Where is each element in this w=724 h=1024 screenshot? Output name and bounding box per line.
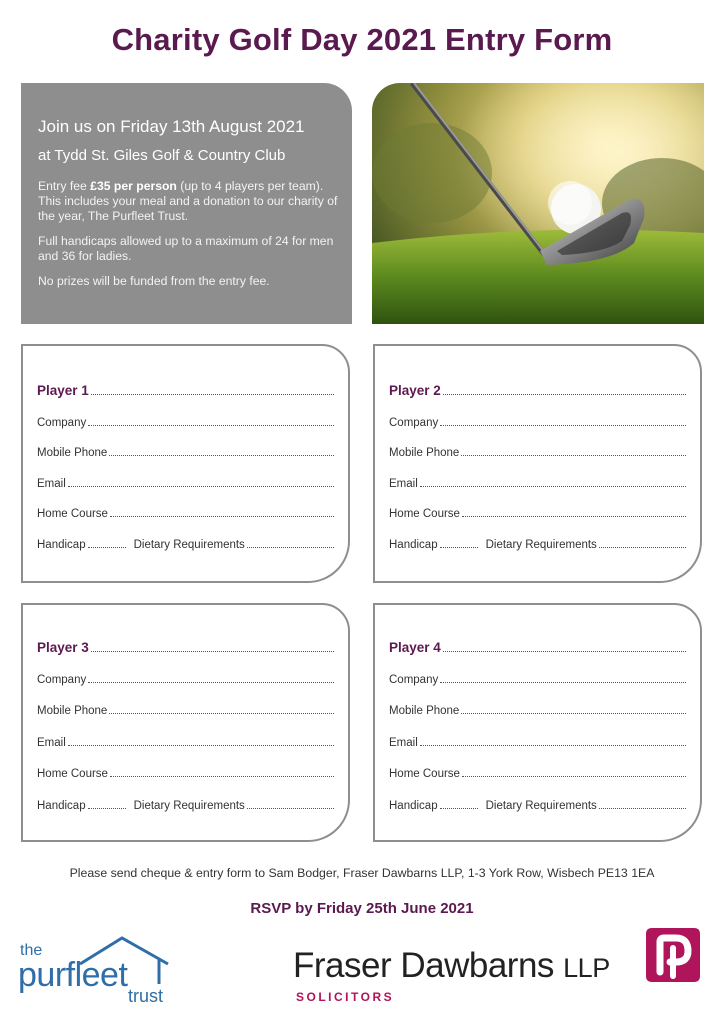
handicap-label: Handicap	[389, 800, 438, 812]
player-2-card	[373, 344, 702, 583]
home-course-row[interactable]	[37, 766, 334, 780]
company-row[interactable]	[389, 672, 686, 686]
dietary-line[interactable]	[599, 537, 686, 548]
home-course-row[interactable]	[37, 506, 334, 520]
prizes-info: No prizes will be funded from the entry fee.	[38, 274, 270, 288]
player-3-card	[21, 603, 350, 842]
mobile-line[interactable]	[461, 445, 686, 456]
email-label: Email	[37, 737, 66, 749]
mobile-row[interactable]	[389, 703, 686, 717]
home-course-line[interactable]	[110, 766, 334, 777]
home-course-label: Home Course	[389, 508, 460, 520]
fee-prefix: Entry fee	[38, 179, 91, 193]
dietary-label: Dietary Requirements	[133, 539, 245, 551]
postal-instructions: Please send cheque & entry form to Sam Bodger, Fraser Dawbarns LLP, 1-3 York Row, Wisbech PE13 1EA	[69, 866, 655, 880]
mobile-line[interactable]	[109, 703, 334, 714]
email-row[interactable]	[37, 735, 334, 749]
purfleet-trust-logo	[18, 934, 178, 1009]
handicap-line[interactable]	[88, 798, 126, 809]
company-label: Company	[37, 674, 87, 686]
event-info-panel	[21, 83, 352, 324]
entry-fee-text	[38, 179, 338, 224]
home-course-row[interactable]	[389, 506, 686, 520]
email-line[interactable]	[68, 476, 334, 487]
name-line[interactable]	[91, 384, 334, 395]
home-course-line[interactable]	[462, 506, 686, 517]
mobile-line[interactable]	[109, 445, 334, 456]
company-label: Company	[389, 417, 439, 429]
fee-amount: £35 per person	[90, 179, 177, 193]
company-line[interactable]	[440, 415, 686, 426]
trust-logo-name: purfleet	[18, 956, 128, 994]
firm-logo-subtitle: SOLICITORS	[296, 990, 395, 1004]
player-4-name-row[interactable]	[389, 640, 686, 655]
dietary-label: Dietary Requirements	[485, 539, 597, 551]
home-course-line[interactable]	[110, 506, 334, 517]
player-label: Player 3	[37, 640, 89, 655]
name-line[interactable]	[443, 641, 686, 652]
company-line[interactable]	[440, 672, 686, 683]
email-line[interactable]	[420, 735, 686, 746]
handicap-line[interactable]	[440, 798, 478, 809]
player-1-name-row[interactable]	[37, 383, 334, 398]
handicap-label: Handicap	[37, 539, 86, 551]
company-row[interactable]	[389, 415, 686, 429]
mobile-row[interactable]	[37, 445, 334, 459]
firm-logo-name	[293, 946, 610, 986]
dietary-line[interactable]	[599, 798, 686, 809]
mobile-label: Mobile Phone	[37, 705, 108, 717]
name-line[interactable]	[91, 641, 334, 652]
company-line[interactable]	[88, 672, 334, 683]
event-venue: at Tydd St. Giles Golf & Country Club	[38, 147, 286, 164]
company-row[interactable]	[37, 672, 334, 686]
email-line[interactable]	[420, 476, 686, 487]
event-date: Join us on Friday 13th August 2021	[38, 117, 305, 136]
dietary-label: Dietary Requirements	[133, 800, 245, 812]
home-course-label: Home Course	[389, 768, 460, 780]
handicap-row[interactable]	[389, 537, 686, 551]
mobile-label: Mobile Phone	[37, 447, 108, 459]
company-line[interactable]	[88, 415, 334, 426]
rsvp-deadline: RSVP by Friday 25th June 2021	[250, 900, 474, 917]
handicap-info: Full handicaps allowed up to a maximum of 24 for men and 36 for ladies.	[38, 234, 334, 263]
trust-logo-trust: trust	[128, 986, 164, 1006]
home-course-label: Home Course	[37, 768, 108, 780]
mobile-row[interactable]	[389, 445, 686, 459]
name-line[interactable]	[443, 384, 686, 395]
handicap-label: Handicap	[37, 800, 86, 812]
player-label: Player 4	[389, 640, 441, 655]
email-row[interactable]	[389, 735, 686, 749]
dietary-label: Dietary Requirements	[485, 800, 597, 812]
handicap-row[interactable]	[37, 798, 334, 812]
email-row[interactable]	[37, 476, 334, 490]
email-label: Email	[37, 478, 66, 490]
email-row[interactable]	[389, 476, 686, 490]
firm-name: Fraser Dawbarns	[293, 946, 554, 985]
home-course-line[interactable]	[462, 766, 686, 777]
mobile-row[interactable]	[37, 703, 334, 717]
player-1-card	[21, 344, 350, 583]
mobile-label: Mobile Phone	[389, 705, 460, 717]
golf-photo	[372, 83, 704, 324]
trust-logo-the: the	[20, 942, 43, 959]
fee-details: (up to 4 players per team). This includes your meal and a donation to our charity of the year, The Purfleet Trust.	[38, 179, 338, 223]
home-course-row[interactable]	[389, 766, 686, 780]
handicap-row[interactable]	[389, 798, 686, 812]
firm-llp: LLP	[563, 953, 610, 983]
page-title: Charity Golf Day 2021 Entry Form	[111, 22, 613, 57]
player-label: Player 1	[37, 383, 89, 398]
email-line[interactable]	[68, 735, 334, 746]
handicap-row[interactable]	[37, 537, 334, 551]
firm-monogram-icon	[642, 924, 704, 986]
player-label: Player 2	[389, 383, 441, 398]
company-row[interactable]	[37, 415, 334, 429]
handicap-line[interactable]	[440, 537, 478, 548]
company-label: Company	[37, 417, 87, 429]
player-4-card	[373, 603, 702, 842]
player-3-name-row[interactable]	[37, 640, 334, 655]
email-label: Email	[389, 478, 418, 490]
dietary-line[interactable]	[247, 537, 334, 548]
home-course-label: Home Course	[37, 508, 108, 520]
player-2-name-row[interactable]	[389, 383, 686, 398]
mobile-label: Mobile Phone	[389, 447, 460, 459]
company-label: Company	[389, 674, 439, 686]
email-label: Email	[389, 737, 418, 749]
mobile-line[interactable]	[461, 703, 686, 714]
dietary-line[interactable]	[247, 798, 334, 809]
handicap-label: Handicap	[389, 539, 438, 551]
handicap-line[interactable]	[88, 537, 126, 548]
